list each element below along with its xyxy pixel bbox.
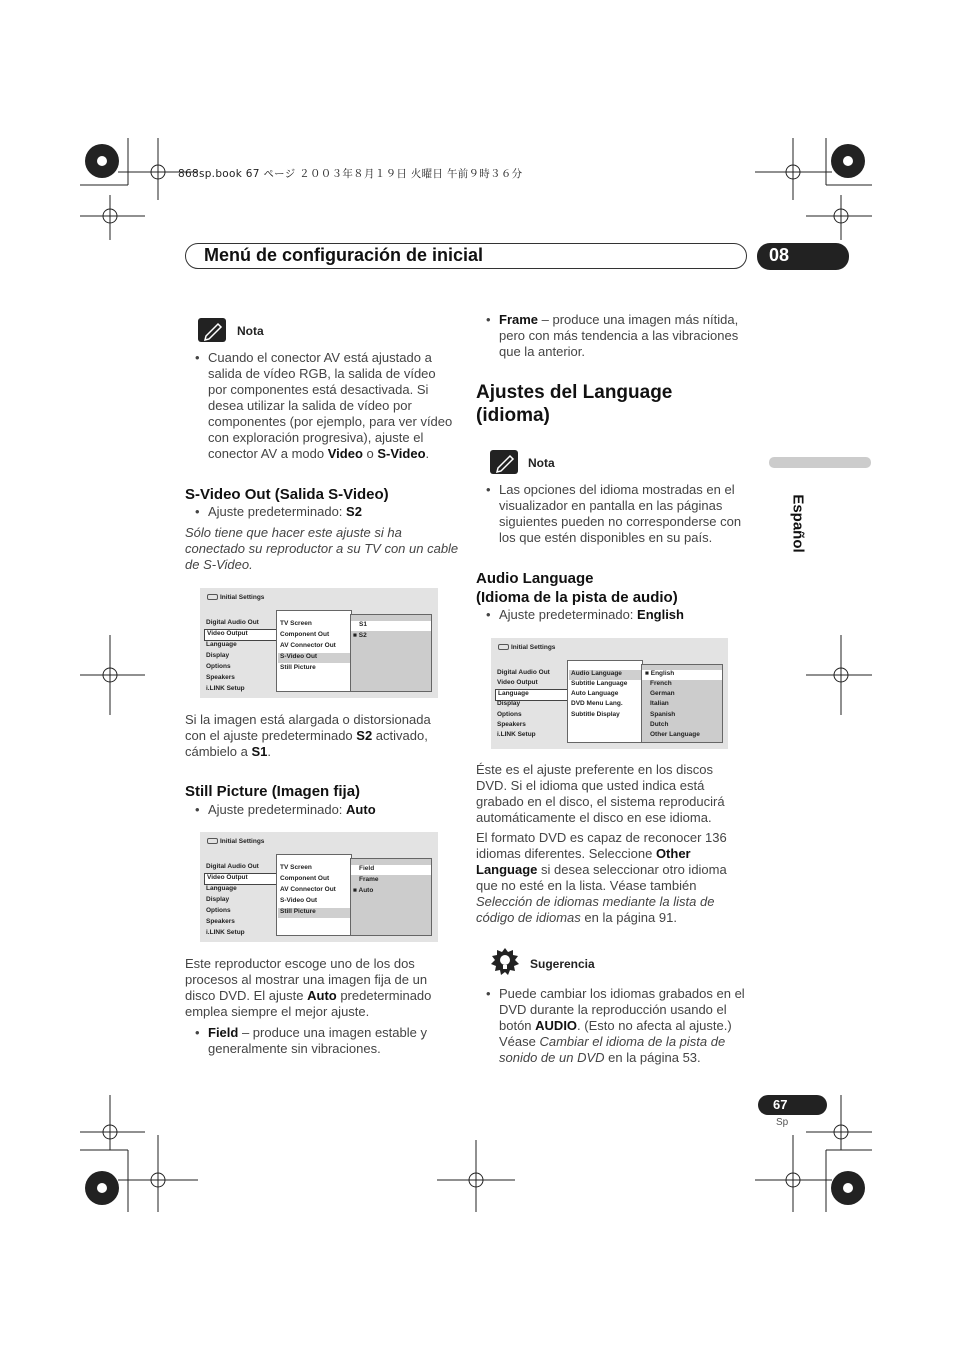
pencil-icon [198, 318, 226, 342]
submenu-item: Still Picture [280, 664, 316, 671]
svideo-screen [200, 588, 438, 698]
option-item: Frame [359, 876, 379, 883]
language-heading: Ajustes del Language (idioma) [476, 382, 673, 426]
submenu-item-selected: Still Picture [278, 908, 350, 918]
option-item: Dutch [650, 721, 669, 728]
bullet-dot: • [195, 504, 200, 519]
option-item: Italian [650, 700, 669, 707]
disc-icon [207, 838, 218, 844]
option-item-current: ■ English [642, 670, 722, 680]
option-item-current: ■ S2 [353, 632, 367, 639]
language-tab-bar [769, 457, 871, 468]
disc-icon [207, 594, 218, 600]
options-box [641, 664, 723, 743]
pencil-icon [490, 450, 518, 474]
bullet-dot: • [486, 607, 491, 622]
submenu-item: AV Connector Out [280, 642, 336, 649]
nota-text: Las opciones del idioma mostradas en el visualizador en pantalla en las páginas siguientes pueden no corresponderse con los que estén disponibles en su país. [499, 482, 742, 545]
audio-paragraph-1: Éste es el ajuste preferente en los discos DVD. Si el idioma que usted indica está grabado en el disco, el sistema reproducirá automáticamente el disco en ese idioma. [476, 762, 725, 825]
page-language: Sp [776, 1117, 789, 1128]
options-box [350, 858, 432, 936]
submenu-item: TV Screen [280, 620, 312, 627]
submenu-item: Component Out [280, 875, 330, 882]
audio-language-screen [491, 638, 728, 749]
nota-label: Nota [528, 456, 555, 470]
menu-item: Speakers [206, 674, 235, 681]
menu-item: Speakers [497, 721, 526, 728]
menu-item: i.LINK Setup [206, 929, 245, 936]
submenu-item-selected: Audio Language [569, 670, 641, 680]
chapter-number-badge [757, 243, 849, 270]
option-item: S1 [351, 621, 431, 631]
menu-item: Options [206, 907, 231, 914]
audio-heading-line2: (Idioma de la pista de audio) [476, 589, 678, 606]
audio-heading-line1: Audio Language [476, 570, 594, 587]
submenu-item-selected: S-Video Out [278, 653, 350, 663]
submenu-box [276, 854, 352, 936]
submenu-item: DVD Menu Lang. [571, 700, 623, 707]
page-number-badge [758, 1095, 827, 1115]
options-box [350, 614, 432, 692]
menu-item: Language [206, 641, 237, 648]
menu-item: Digital Audio Out [497, 669, 550, 676]
submenu-item: S-Video Out [280, 897, 318, 904]
submenu-item: Subtitle Language [571, 680, 628, 687]
menu-item-selected: Video Output [204, 629, 280, 641]
frame-item: Frame – produce una imagen más nítida, pero con más tendencia a las vibraciones que la anterior. [499, 312, 739, 359]
nota-text: Cuando el conector AV está ajustado a salida de vídeo RGB, la salida de vídeo por componentes está desactivada. Si desea utilizar la salida de vídeo por componentes (por ejemplo, para ver vídeo con exploración progresiva), ajuste el conector AV a modo Video o S-Video. [208, 350, 453, 461]
menu-item: Options [497, 711, 522, 718]
option-item: German [650, 690, 675, 697]
menu-item: Language [206, 885, 237, 892]
audio-paragraph-2: El formato DVD es capaz de reconocer 136 idiomas diferentes. Seleccione Other Language si desea seleccionar otro idioma que no esté en la lista. Véase también Selección de idiomas mediante la lista de código de idiomas en la página 91. [476, 830, 727, 925]
submenu-item: TV Screen [280, 864, 312, 871]
bullet-dot: • [195, 802, 200, 817]
submenu-item: Component Out [280, 631, 330, 638]
print-header: 868sp.book 67 ページ ２００３年８月１９日 火曜日 午前９時３６分 [178, 168, 523, 180]
submenu-box [276, 610, 352, 692]
still-screen [200, 832, 438, 942]
menu-item: i.LINK Setup [497, 731, 536, 738]
menu-item-selected: Language [495, 689, 571, 701]
option-item: French [650, 680, 672, 687]
menu-item-selected: Video Output [204, 873, 280, 885]
submenu-item: AV Connector Out [280, 886, 336, 893]
still-heading: Still Picture (Imagen fija) [185, 783, 361, 800]
nota-label: Nota [237, 324, 264, 338]
bullet-dot: • [195, 1025, 200, 1040]
pencil-note-icon [490, 450, 518, 474]
menu-item: Digital Audio Out [206, 619, 259, 626]
menu-item: i.LINK Setup [206, 685, 245, 692]
menu-item: Display [206, 652, 230, 659]
language-side-label: Español [789, 494, 807, 553]
menu-item: Digital Audio Out [206, 863, 259, 870]
submenu-item: Auto Language [571, 690, 619, 697]
option-item: Spanish [650, 711, 676, 718]
menu-item: Video Output [497, 679, 538, 686]
still-default: Ajuste predeterminado: Auto [208, 802, 376, 817]
page-number: 67 [773, 1097, 788, 1112]
chapter-title-bar [185, 243, 747, 269]
screen-title: Initial Settings [220, 594, 265, 601]
menu-item: Display [497, 700, 521, 707]
option-item: Other Language [650, 731, 700, 738]
tip-text: Puede cambiar los idiomas grabados en el DVD durante la reproducción usando el botón AUDIO. (Esto no afecta al ajuste.) Véase Cambiar el idioma de la pista de sonido de un DVD en la página 53. [499, 986, 745, 1065]
screen-title: Initial Settings [511, 644, 556, 651]
pencil-note-icon [198, 318, 226, 342]
audio-default: Ajuste predeterminado: English [499, 607, 684, 622]
bullet-dot: • [486, 482, 491, 497]
sugerencia-label: Sugerencia [530, 957, 595, 971]
menu-item: Display [206, 896, 230, 903]
bullet-dot: • [195, 350, 200, 365]
submenu-box [567, 660, 643, 743]
chapter-number: 08 [769, 245, 790, 265]
lightbulb-tip-icon [491, 948, 519, 976]
option-item-current: ■ Auto [353, 887, 374, 894]
submenu-item: Subtitle Display [571, 711, 620, 718]
screen-title: Initial Settings [220, 838, 265, 845]
bullet-dot: • [486, 986, 491, 1001]
svideo-italic-note: Sólo tiene que hacer este ajuste si ha conectado su reproductor a su TV con un cable de S-Video. [185, 525, 459, 572]
menu-item: Options [206, 663, 231, 670]
svideo-default: Ajuste predeterminado: S2 [208, 504, 362, 519]
chapter-title: Menú de configuración de inicial [204, 245, 484, 265]
field-item: Field – produce una imagen estable y generalmente sin vibraciones. [208, 1025, 427, 1056]
menu-item: Speakers [206, 918, 235, 925]
svideo-after-text: Si la imagen está alargada o distorsionada con el ajuste predeterminado S2 activado, cámbielo a S1. [185, 712, 431, 759]
option-item: Field [351, 865, 431, 875]
svideo-heading: S-Video Out (Salida S-Video) [185, 486, 389, 503]
bullet-dot: • [486, 312, 491, 327]
disc-icon [498, 644, 509, 650]
still-paragraph: Este reproductor escoge uno de los dos procesos al mostrar una imagen fija de un disco DVD. El ajuste Auto predeterminado emplea siempre el mejor ajuste. [185, 956, 432, 1019]
